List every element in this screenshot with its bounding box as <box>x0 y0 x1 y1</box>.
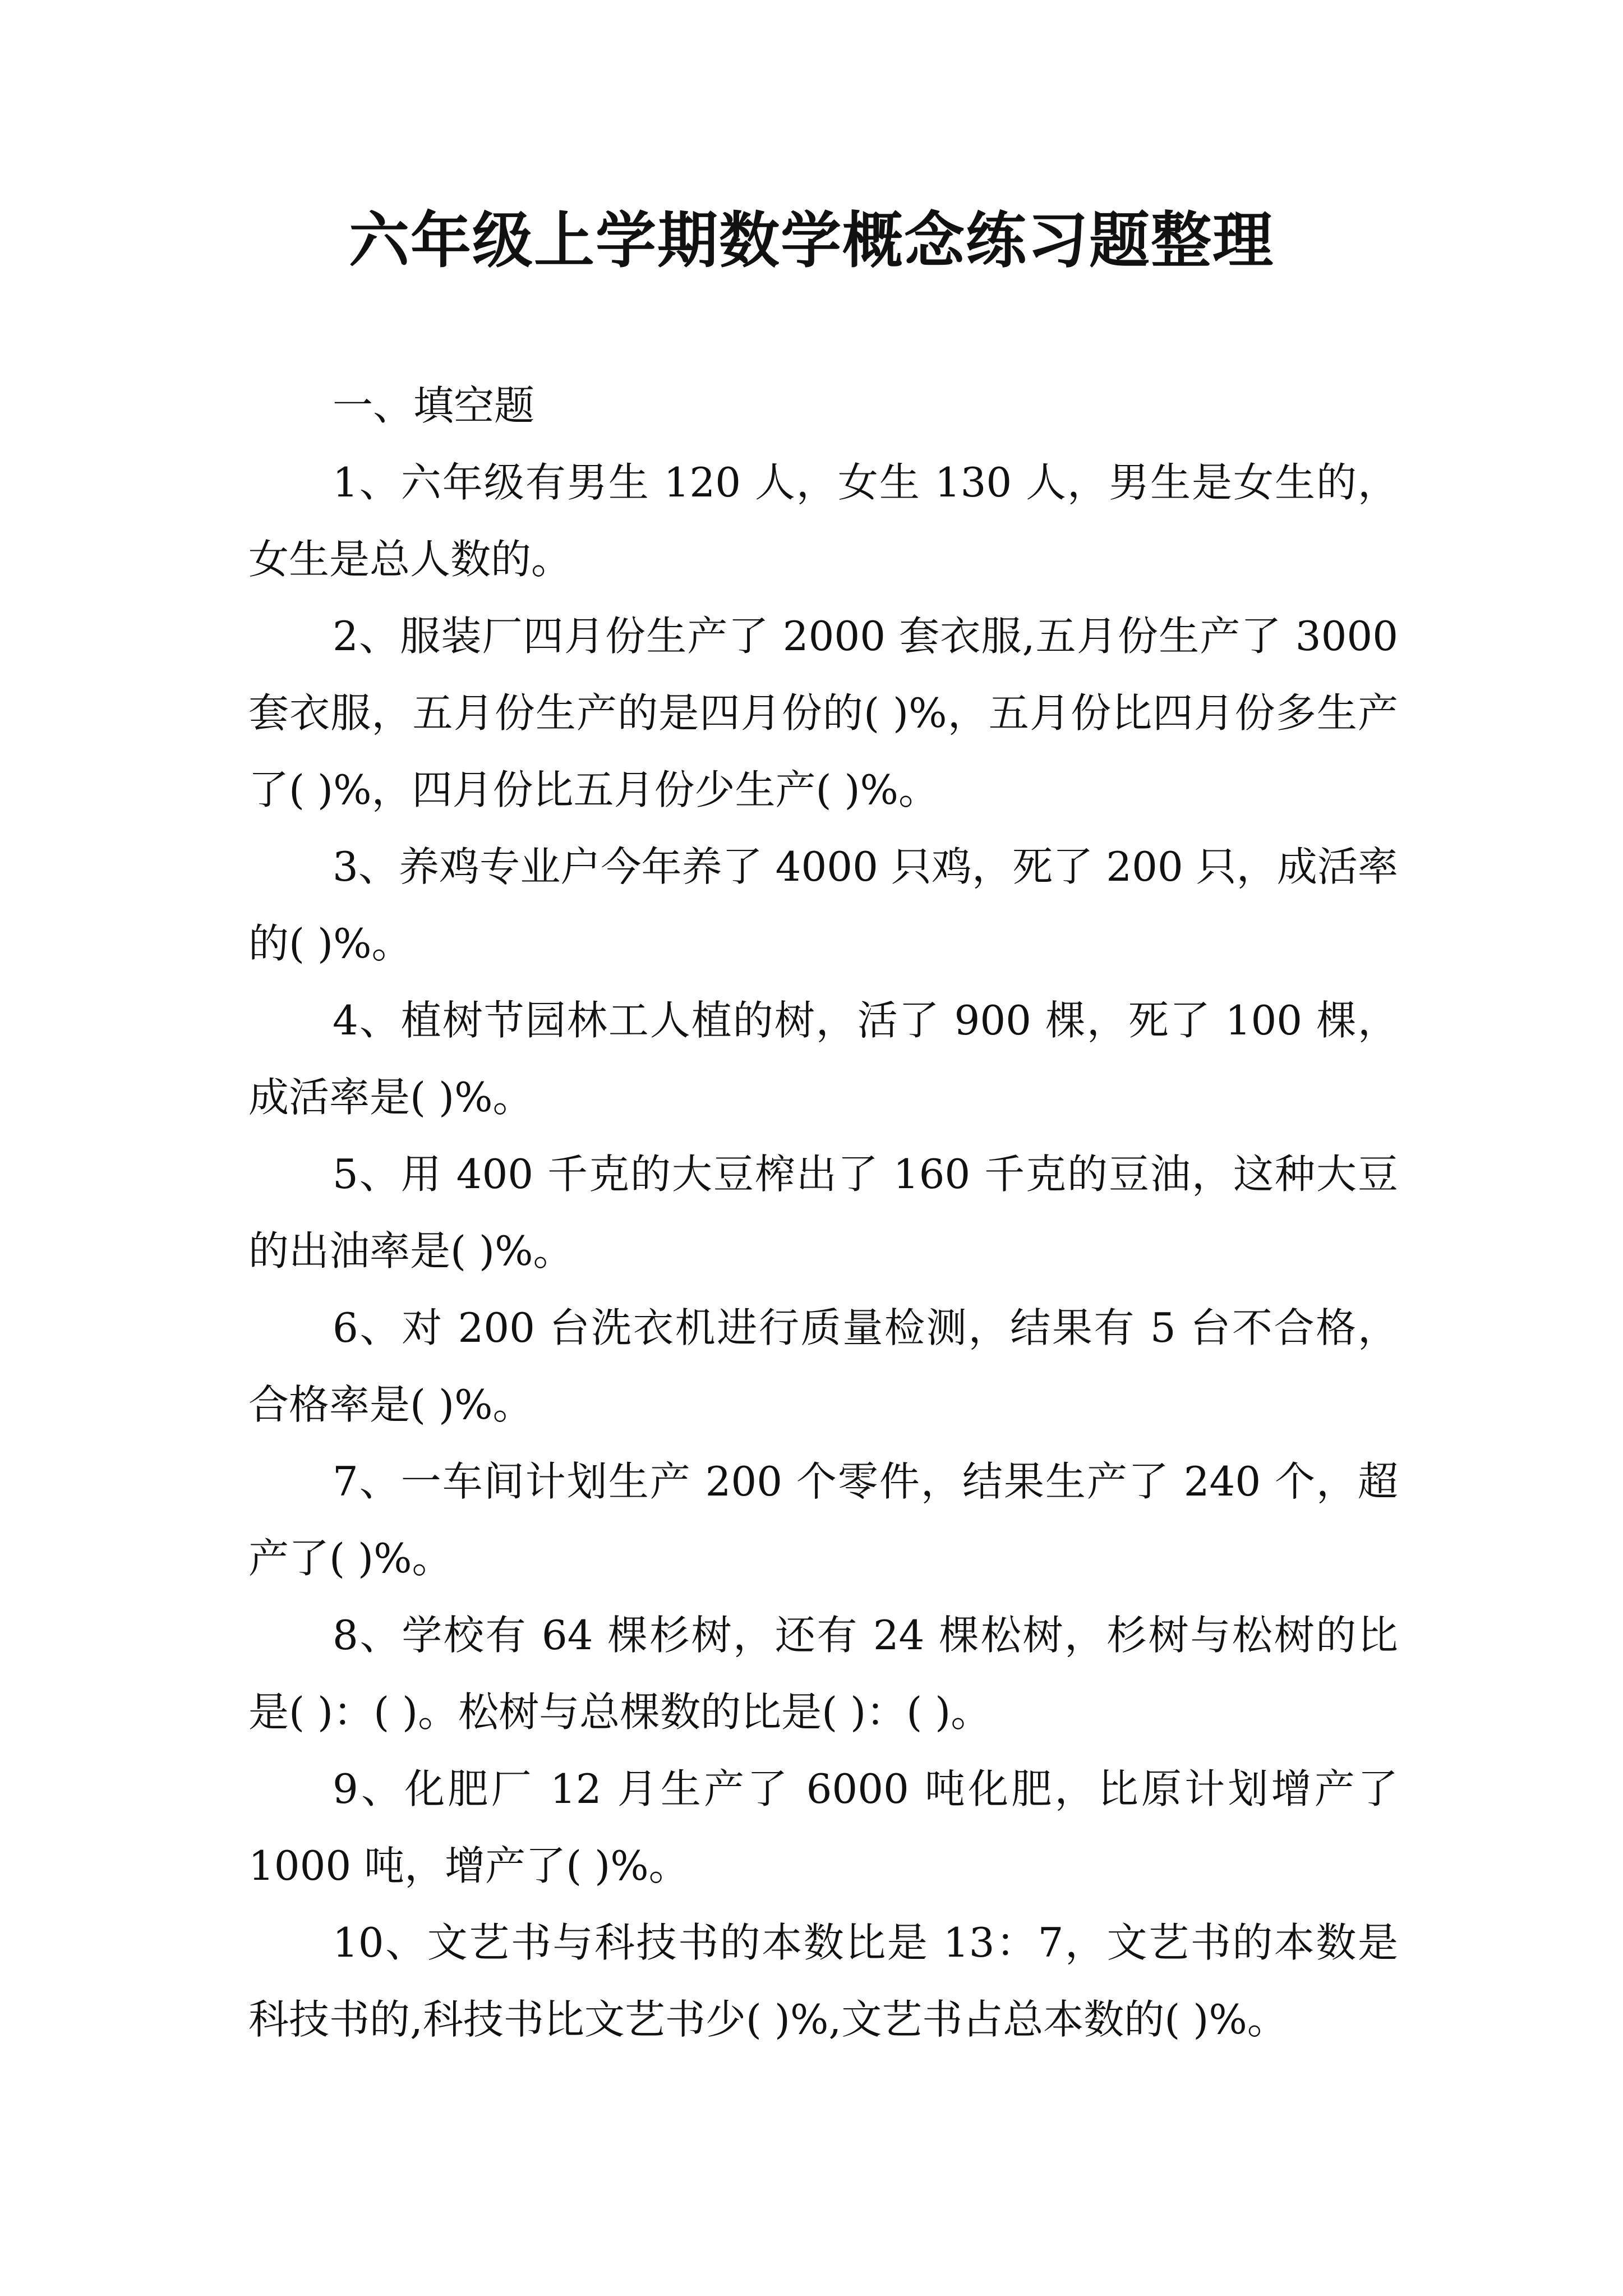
question-1: 1、六年级有男生 120 人，女生 130 人，男生是女生的，女生是总人数的。 <box>248 459 1398 583</box>
question-6: 6、对 200 台洗衣机进行质量检测，结果有 5 台不合格，合格率是( )%。 <box>248 1304 1398 1428</box>
document-body <box>248 367 1398 2058</box>
question-10: 10、文艺书与科技书的本数比是 13：7，文艺书的本数是科技书的,科技书比文艺书少( )%,文艺书占总本数的( )%。 <box>248 1919 1398 2043</box>
question-9: 9、化肥厂 12 月生产了 6000 吨化肥，比原计划增产了 1000 吨，增产了( )%。 <box>248 1765 1398 1889</box>
question-3: 3、养鸡专业户今年养了 4000 只鸡，死了 200 只，成活率的( )%。 <box>248 843 1398 967</box>
document-title: 六年级上学期数学概念练习题整理 <box>348 206 1274 276</box>
question-7: 7、一车间计划生产 200 个零件，结果生产了 240 个，超产了( )%。 <box>248 1458 1398 1582</box>
question-5: 5、用 400 千克的大豆榨出了 160 千克的豆油，这种大豆的出油率是( )%。 <box>248 1151 1398 1274</box>
question-8: 8、学校有 64 棵杉树，还有 24 棵松树，杉树与松树的比是( )：( )。松树与总棵数的比是( )：( )。 <box>248 1612 1398 1736</box>
section-heading-fill-in-blank: 一、填空题 <box>333 382 535 429</box>
question-4: 4、植树节园林工人植的树，活了 900 棵，死了 100 棵，成活率是( )%。 <box>248 997 1398 1121</box>
question-2: 2、服装厂四月份生产了 2000 套衣服,五月份生产了 3000 套衣服，五月份生产的是四月份的( )%，五月份比四月份多生产了( )%，四月份比五月份少生产( )%。 <box>248 613 1398 813</box>
